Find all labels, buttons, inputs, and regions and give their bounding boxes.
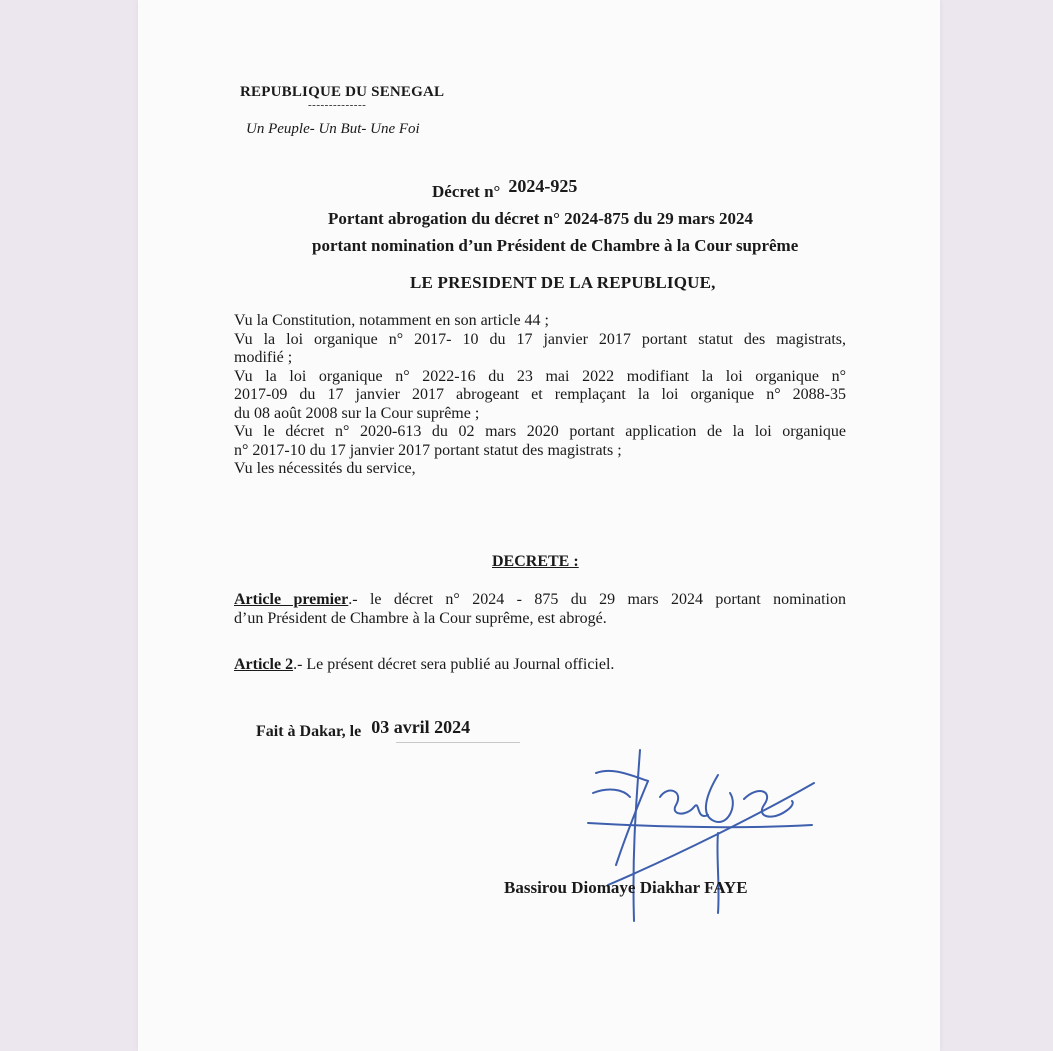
decrete-heading: DECRETE :: [492, 553, 579, 570]
visa-line: 2017-09 du 17 janvier 2017 abrogeant et remplaçant la loi organique n° 2088-35: [234, 386, 846, 403]
visas-block: [234, 312, 846, 479]
date-underline: [396, 742, 520, 743]
article-2-label: Article 2: [234, 656, 294, 673]
visa-line: Vu le décret n° 2020-613 du 02 mars 2020 portant application de la loi organique: [234, 423, 846, 440]
visa-line: Vu la loi organique n° 2017- 10 du 17 janvier 2017 portant statut des magistrats,: [234, 330, 846, 348]
visa-line: Vu les nécessités du service,: [234, 460, 416, 477]
decree-label: Décret n°: [432, 182, 501, 201]
handwritten-signature: [568, 745, 828, 935]
article-1-label: Article premier: [234, 591, 349, 608]
article-1: [234, 590, 846, 628]
heading-separator: --------------: [308, 99, 367, 111]
place-label: Fait à Dakar, le: [256, 723, 362, 740]
article-2: [234, 656, 614, 674]
visa-line: Vu la loi organique n° 2022-16 du 23 mai 2022 modifiant la loi organique n°: [234, 367, 846, 385]
article-1-text: .- le décret n° 2024 - 875 du 29 mars 2024 portant nomination: [348, 591, 846, 608]
article-2-text: .- Le présent décret sera publié au Journal officiel.: [293, 656, 615, 673]
visa-line: n° 2017-10 du 17 janvier 2017 portant statut des magistrats ;: [234, 441, 622, 459]
republic-heading: REPUBLIQUE DU SENEGAL: [240, 84, 445, 100]
visa-line: du 08 août 2008 sur la Cour suprême ;: [234, 404, 480, 422]
signer-name: Bassirou Diomaye Diakhar FAYE: [504, 878, 748, 897]
article-1-line-1: [234, 590, 846, 609]
decree-subject-line-2: portant nomination d’un Président de Chambre à la Cour suprême: [312, 236, 799, 255]
decree-number: 2024-925: [508, 176, 578, 196]
decree-title: [432, 176, 578, 202]
document-page: [138, 0, 940, 1051]
decree-subject-line-1: Portant abrogation du décret n° 2024-875 du 29 mars 2024: [328, 209, 754, 228]
article-1-line-2: d’un Président de Chambre à la Cour suprême, est abrogé.: [234, 610, 607, 627]
signature-date: 03 avril 2024: [371, 717, 471, 737]
president-heading: LE PRESIDENT DE LA REPUBLIQUE,: [410, 273, 716, 292]
place-date-line: [256, 717, 471, 741]
visa-line: modifié ;: [234, 349, 293, 366]
national-motto: Un Peuple- Un But- Une Foi: [246, 121, 420, 137]
visa-line: Vu la Constitution, notamment en son article 44 ;: [234, 312, 549, 329]
